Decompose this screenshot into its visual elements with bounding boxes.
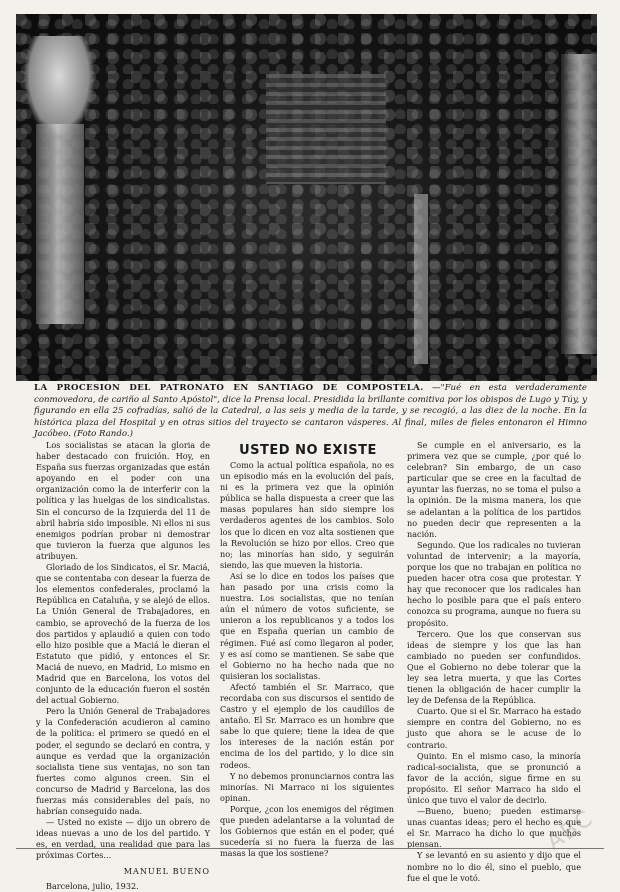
- caption-text: —"Fué en esta verdaderamente conmovedora, de cariño al Santo Apóstol", dice la Prensa local. Presidida la brillante comitiva por los obispos de Lugo y Túy, y figurando en ella 25 cofradías, salió de la Catedral, a las seis y media de la tarde, y se recogió, a las diez de la noche. En la histórica plaza del Hospital y en otras sitios del trayecto se cantaron vásperes. Al final, miles de fieles entonaron el Himno Jacóbeo. (Foto Rando.): [34, 383, 587, 440]
- paragraph: Afectó también el Sr. Marraco, que recordaba con sus discursos el sentido de Castro y el ejemplo de los caudillos de antaño. El Sr. Marraco es un hombre que sabe lo que quiere; tiene la idea de que los intereses de la nación están por encima de los del partido, y lo dice sin rodeos.: [220, 681, 394, 770]
- caption-lead: LA PROCESION DEL PATRONATO EN SANTIAGO DE COMPOSTELA.: [34, 383, 424, 393]
- processional-cross: [414, 194, 428, 364]
- article-column-1: [36, 440, 210, 892]
- paragraph: — Usted no existe — dijo un obrero de ideas nuevas a uno de los del partido. Y es, en verdad, una realidad que para las próximas Cortes...: [36, 817, 210, 861]
- paragraph: Tercero. Que los que conservan sus ideas de siempre y los que las han cambiado no pueden ser confundidos. Que el Gobierno no debe tolerar que la ley sea letra muerta, y que las Cortes tienen la obligación de hacer cumplir la ley de Defensa de la República.: [407, 628, 581, 706]
- paragraph: Pero la Unión General de Trabajadores y la Confederación acudieron al camino de la política: el primero se quedó en el poder, el segundo se declaró en contra, y aunque es verdad que la organización socialista tiene sus ventajas, no son tan fuertes como algunos creen. Sin el concurso de Madrid y Barcelona, las dos fuerzas más considerables del país, no habrían conseguido nada.: [36, 706, 210, 817]
- author-signature: MANUEL BUENO: [123, 865, 210, 876]
- article-headline: USTED NO EXISTE: [239, 443, 377, 458]
- abc-watermark: ABC: [542, 805, 599, 856]
- paragraph: Quinto. En el mismo caso, la minoría radical-socialista, que se pronunció a favor de la acción, sigue firme en su propósito. El señor Marraco ha sido el único que tuvo el valor de decirlo.: [407, 750, 581, 805]
- page-footer-rule: [16, 848, 604, 849]
- paragraph: Y no debemos pronunciarnos contra las minorías. Ni Marraco ni los siguientes opinan.: [220, 770, 394, 803]
- article-column-2: [220, 460, 394, 859]
- paragraph: Gloriado de los Sindicatos, el Sr. Maciá, que se contentaba con desear la fuerza de los elementos confederales, proclamó la República en Cataluña, y se alejó de ellos. La Unión General de Trabajadores, en cambio, se aprovechó de la fuerza de los dos partidos y aplaudió a quien con todo ello hizo posible que a Maciá le dieran el Estatuto que pidió, y entonces el Sr. Maciá de nuevo, en Madrid, Lo mismo en Madrid que en Barcelona, los votos del conjunto de la educación fueron el sostén del actual Gobierno.: [36, 562, 210, 706]
- paragraph: Así se lo dice en todos los países que han pasado por una crisis como la nuestra. Los socialistas, que no tenían aún el número de votos suficiente, se unieron a los republicanos y a todos los que en España querían un cambio de régimen. Fué así como llegaron al poder, y es así como se mantienen. Se sabe que el Gobierno no ha hecho nada que no quisieran los socialistas.: [220, 570, 394, 681]
- statue-figure: [24, 36, 94, 136]
- cathedral-steps: [266, 74, 386, 184]
- paragraph: Cuarto. Que si el Sr. Marraco ha estado siempre en contra del Gobierno, no es justo que ahora se le acuse de lo contrario.: [407, 706, 581, 750]
- paragraph: Como la actual política española, no es un episodio más en la evolución del país, ni es la primera vez que la opinión pública se halla dispuesta a creer que las masas populares han sido siempre los verdaderos agentes de los cambios. Solo los que lo dicen en voz alta sostienen que la Revolución se hizo por ellos. Creo que no; las minorías han sido, y seguirán siendo, las que mueven la historia.: [220, 460, 394, 570]
- procession-banner: [561, 54, 597, 354]
- paragraph: Y se levantó en su asiento y dijo que el nombre no lo dio él, sino el pueblo, que fue el que le votó.: [407, 850, 581, 883]
- paragraph: Se cumple en el aniversario, es la primera vez que se cumple, ¿por qué lo celebran? Sin embargo, de un caso particular que se cree en la facultad de ayuntar las fuerzas, no se toma el pulso a la opinión. De la misma manera, los que se adelantan a la política de los partidos no pueden decir que representen a la nación.: [407, 440, 581, 539]
- stone-column: [36, 124, 84, 324]
- paragraph: Segundo. Que los radicales no tuvieran voluntad de intervenir; a la mayoría, porque los que no trabajan en política no pueden hacer otra cosa que protestar. Y hay que reconocer que los radicales han hecho lo posible para que el país entero conozca su programa, aunque no fuera su propósito.: [407, 539, 581, 628]
- paragraph: —Bueno, bueno; pueden estimarse unas cuantas ideas; pero el hecho es que el Sr. Marraco ha dicho lo que muchos piensan.: [407, 806, 581, 850]
- dateline: Barcelona, julio, 1932.: [46, 880, 139, 891]
- photo-caption: [34, 383, 587, 441]
- article-column-3: [407, 440, 581, 884]
- paragraph: Los socialistas se atacan la gloria de haber destacado con fruición. Hoy, en España sus fuerzas organizadas que están apoyando en el poder con una organización como la de interferir con la política y las huelgas de los sindicalistas. Sin el concurso de la Izquierda del 11 de abril habría sido imposible. Ni ellos ni sus enemigos podrían probar ni demostrar que tuvieron la fuerza que algunos les atribuyen.: [36, 440, 210, 561]
- procession-photo: [16, 14, 597, 381]
- crowd-texture: [16, 14, 597, 381]
- paragraph: Porque, ¿con los enemigos del régimen que pueden adelantarse a la voluntad de los Gobiernos que están en el poder, qué sucedería si no fuera la fuerza de las masas la que los sostiene?: [220, 803, 394, 859]
